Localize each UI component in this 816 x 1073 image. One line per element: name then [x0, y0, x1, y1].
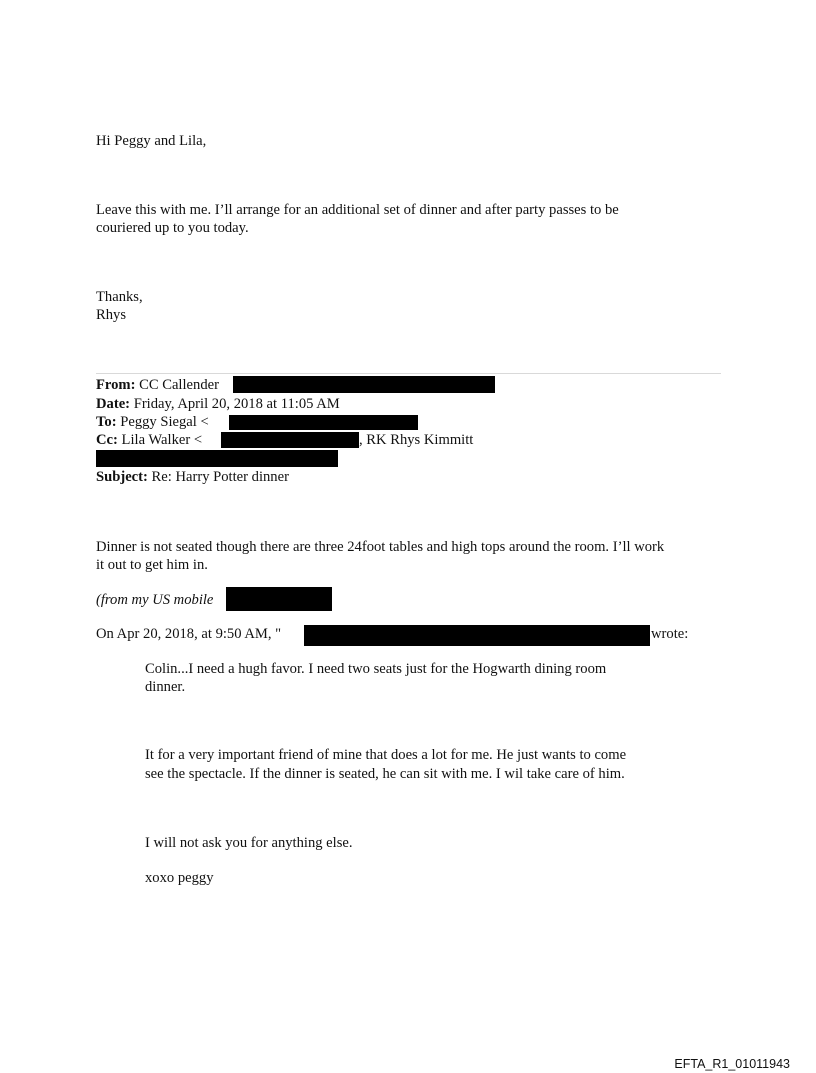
quoted-p1-line-2: dinner.: [145, 679, 186, 695]
quoted-p2-line-1: It for a very important friend of mine that does a lot for me. He just wants to come: [145, 747, 627, 763]
quoted-p4: xoxo peggy: [145, 870, 214, 886]
to-label: To:: [96, 414, 117, 430]
cc-value: Lila Walker <: [121, 432, 203, 448]
from-value: CC Callender: [139, 377, 219, 393]
redaction-sender: [304, 625, 650, 646]
from-line: [96, 376, 219, 394]
redaction-from-email: [233, 376, 495, 393]
reply-signoff: Thanks,: [96, 289, 143, 305]
redaction-mobile-number: [226, 587, 332, 611]
header-divider: [96, 373, 721, 374]
subject-label: Subject:: [96, 469, 148, 485]
reply-body-line-1: Leave this with me. I’ll arrange for an additional set of dinner and after party passes to be: [96, 202, 619, 218]
document-id: EFTA_R1_01011943: [674, 1057, 790, 1071]
message-line-1: Dinner is not seated though there are three 24foot tables and high tops around the room. I’ll work: [96, 539, 665, 555]
subject-line: [96, 468, 289, 486]
from-label: From:: [96, 377, 136, 393]
reply-greeting: Hi Peggy and Lila,: [96, 133, 207, 149]
quote-intro-wrote: wrote:: [651, 626, 689, 642]
to-value: Peggy Siegal <: [120, 414, 209, 430]
reply-body-line-2: couriered up to you today.: [96, 220, 249, 236]
quote-intro: On Apr 20, 2018, at 9:50 AM, ": [96, 626, 282, 642]
date-line: [96, 395, 340, 413]
redaction-cc-email-2: [96, 450, 338, 467]
message-line-2: it out to get him in.: [96, 557, 208, 573]
cc-value-2: , RK Rhys Kimmitt: [359, 432, 474, 448]
cc-label: Cc:: [96, 432, 118, 448]
mobile-note: (from my US mobile: [96, 592, 214, 608]
cc-line: [96, 431, 202, 449]
reply-signature: Rhys: [96, 307, 127, 323]
redaction-cc-email: [221, 432, 359, 448]
date-value: Friday, April 20, 2018 at 11:05 AM: [133, 396, 340, 412]
to-line: [96, 413, 209, 431]
quoted-p2-line-2: see the spectacle. If the dinner is seated, he can sit with me. I wil take care of him.: [145, 766, 625, 782]
quoted-p1-line-1: Colin...I need a hugh favor. I need two seats just for the Hogwarth dining room: [145, 661, 607, 677]
redaction-to-email: [229, 415, 418, 430]
subject-value: Re: Harry Potter dinner: [151, 469, 289, 485]
quoted-p3: I will not ask you for anything else.: [145, 835, 353, 851]
date-label: Date:: [96, 396, 131, 412]
